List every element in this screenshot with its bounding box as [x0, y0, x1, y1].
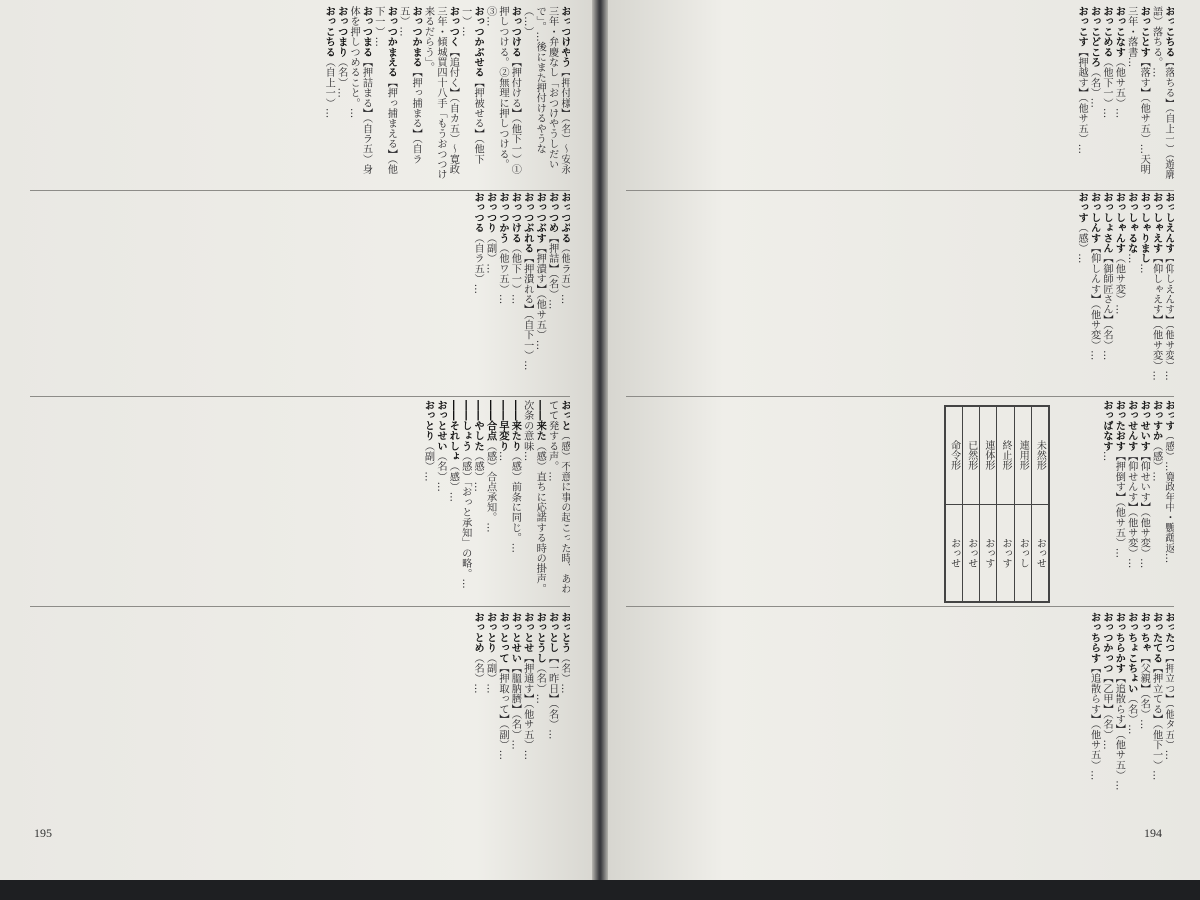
- entry-headword: おっちらかす: [1113, 612, 1125, 674]
- entry-headword: ――早変り: [496, 400, 508, 451]
- entry-headword: おっせんす: [1125, 400, 1137, 451]
- text-column: [626, 612, 1174, 812]
- entry-headword: おっす: [1163, 400, 1174, 431]
- entry-headword: おっしゃるな: [1125, 192, 1137, 254]
- text-column: [626, 192, 1174, 390]
- entry-definition: 【押っ捕まえる】（他下一）…: [372, 6, 397, 175]
- entry-definition: 【追散らす】（他サ五）…: [1113, 673, 1125, 791]
- entry-definition: 【仰しゃえす】（他サ変）…: [1150, 253, 1162, 381]
- entry-definition: （名）…: [1125, 693, 1137, 735]
- entry-band: [626, 400, 1174, 600]
- entry-headword: おっとう: [559, 612, 570, 653]
- entry-headword: おっとし: [546, 612, 558, 653]
- dictionary-entry: [1089, 612, 1100, 780]
- conjugation-header: 連体形: [980, 407, 997, 505]
- entry-definition: 【落す】（他サ五）…天明三年・落書…: [1125, 6, 1150, 175]
- entry-headword: おっとせい: [434, 400, 446, 451]
- entry-definition: 【押付様】（名）〜安永三年・弁慶なし「おつけやうしだいで」。…後にまた押付けるやうな（…）: [521, 6, 570, 175]
- dictionary-entry: [423, 400, 434, 482]
- entry-headword: おっつる: [472, 192, 484, 233]
- dictionary-entry: [522, 400, 545, 594]
- entry-definition: …: [496, 450, 508, 462]
- dictionary-entry: [1126, 400, 1137, 568]
- band-divider: [626, 190, 1174, 191]
- text-column: [30, 400, 570, 600]
- dictionary-entry: [497, 192, 508, 304]
- band-divider: [626, 396, 1174, 397]
- entry-definition: 【落ちる】（自上一）（遊廓語）落ちる。…: [1150, 6, 1174, 180]
- entry-headword: おっとり: [484, 612, 496, 653]
- entry-headword: ――それしょ: [447, 400, 459, 462]
- entry-headword: おっちょこちょい: [1125, 612, 1137, 694]
- entry-headword: おったおす: [1113, 400, 1125, 451]
- entry-band: [30, 400, 570, 600]
- dictionary-entry: [348, 6, 371, 174]
- entry-definition: （感）…寛政年中・鸚鵡返…: [1163, 430, 1174, 564]
- page-number-left: 195: [34, 826, 52, 840]
- dictionary-entry: [1089, 6, 1100, 108]
- entry-definition: 【父親】（名）…: [1138, 652, 1150, 730]
- entry-headword: おっつかう: [496, 192, 508, 243]
- entry-definition: （感）…: [1076, 222, 1088, 264]
- dictionary-entry: [1138, 400, 1149, 568]
- entry-definition: （副）…: [484, 232, 496, 274]
- conjugation-value: おっせ: [1031, 504, 1048, 602]
- entry-definition: （感）「おっと承知」の略。…: [459, 450, 471, 589]
- entry-headword: おっとせ: [521, 612, 533, 653]
- entry-definition: （自上一）…: [323, 57, 335, 119]
- entry-headword: おっしんす: [1088, 192, 1100, 243]
- entry-headword: おったつ: [1163, 612, 1174, 653]
- conjugation-value: おっせ: [963, 504, 980, 602]
- dictionary-entry: [423, 6, 459, 179]
- entry-definition: 【膃肭臍】（名）…: [509, 663, 521, 750]
- dictionary-entry: [472, 400, 483, 492]
- dictionary-entry: [373, 6, 396, 174]
- dictionary-entry: [559, 612, 570, 694]
- entry-definition: （名）…: [559, 652, 570, 694]
- entry-definition: …: [1100, 451, 1112, 462]
- entry-headword: おっつかまえる: [385, 6, 397, 78]
- conjugation-value: おっす: [997, 504, 1014, 602]
- entry-headword: おっしょさん: [1100, 192, 1112, 254]
- entry-headword: おっつける: [509, 192, 521, 243]
- dictionary-entry: [460, 6, 483, 164]
- dictionary-entry: [547, 400, 570, 594]
- text-column: [626, 6, 1174, 184]
- dictionary-entry: [509, 192, 520, 304]
- dictionary-entry: [1151, 192, 1162, 381]
- entry-definition: （自ラ五）…: [472, 232, 484, 294]
- conjugation-header: 命令形: [946, 407, 963, 505]
- entry-headword: おっつまり: [335, 6, 347, 57]
- dictionary-entry: [1101, 6, 1112, 118]
- dictionary-entry: [1101, 612, 1112, 750]
- right-page: [604, 0, 1200, 880]
- dictionary-entry: [1163, 612, 1174, 760]
- dictionary-entry: [485, 612, 496, 694]
- entry-definition: 【押倒す】（他サ五）…: [1113, 451, 1125, 559]
- dictionary-entry: [1113, 192, 1124, 314]
- dictionary-entry: [497, 400, 508, 461]
- dictionary-entry: [1163, 192, 1174, 381]
- text-column: [30, 612, 570, 812]
- entry-definition: （名）…: [335, 57, 347, 98]
- entry-definition: 【押っ捕まる】（自ラ五）…: [397, 6, 422, 165]
- entry-headword: おっちゃ: [1138, 612, 1150, 653]
- text-column: [626, 400, 1174, 600]
- conjugation-value: おっす: [980, 504, 997, 602]
- entry-headword: おっとせい: [509, 612, 521, 663]
- entry-definition: （他サ変）…: [1113, 253, 1125, 315]
- entry-definition: …: [1138, 263, 1150, 274]
- dictionary-entry: [485, 400, 496, 533]
- entry-headword: ――やした: [472, 400, 484, 451]
- entry-definition: 【押詰】（名）…: [546, 232, 558, 310]
- conjugation-table: [944, 405, 1050, 603]
- entry-definition: （名）…: [472, 652, 484, 694]
- entry-definition: （感）合点承知。…: [484, 440, 496, 533]
- dictionary-entry: [323, 6, 334, 118]
- entry-headword: おっこめる: [1100, 6, 1112, 57]
- entry-headword: おっつぶす: [534, 192, 546, 243]
- entry-definition: 【追散らす】（他サ五）…: [1088, 663, 1100, 781]
- entry-headword: おっこどころ: [1088, 6, 1100, 68]
- dictionary-entry: [1089, 192, 1100, 360]
- entry-band: [626, 612, 1174, 812]
- entry-definition: （副）…: [484, 652, 496, 694]
- entry-headword: おっつぶれる: [521, 192, 533, 254]
- dictionary-entry: [547, 612, 558, 740]
- conjugation-value: おっし: [1014, 504, 1031, 602]
- page-number-right: 194: [1144, 826, 1162, 840]
- entry-definition: （感）前条に同じ。…: [509, 450, 521, 553]
- entry-headword: おっちらす: [1088, 612, 1100, 663]
- entry-headword: おっつける: [509, 6, 521, 57]
- text-column: [30, 192, 570, 390]
- dictionary-entry: [398, 6, 421, 164]
- entry-definition: （感）不意に事の起こった時、あわてて発する声。…: [546, 400, 570, 594]
- dictionary-entry: [1138, 612, 1149, 729]
- entry-band: [30, 612, 570, 812]
- conjugation-header: 已然形: [963, 407, 980, 505]
- entry-headword: おっしゃりまし: [1138, 192, 1150, 264]
- band-divider: [30, 190, 570, 191]
- entry-headword: おっとって: [496, 612, 508, 663]
- entry-definition: 【押立つ】（他タ五）…: [1163, 652, 1174, 760]
- entry-definition: 【仰しえんす】（他サ変）…: [1163, 253, 1174, 381]
- entry-definition: 【一昨日】（名）…: [546, 652, 558, 740]
- entry-band: [626, 192, 1174, 390]
- band-divider: [30, 396, 570, 397]
- entry-headword: おっこす: [1076, 6, 1088, 47]
- entry-definition: （感）…: [1150, 440, 1162, 482]
- dictionary-entry: [472, 192, 483, 294]
- dictionary-entry: [522, 612, 533, 760]
- dictionary-entry: [485, 6, 521, 174]
- entry-definition: 【仰せいす】（他サ変）…: [1138, 451, 1150, 569]
- dictionary-entry: [547, 192, 558, 309]
- entry-headword: おっしえんす: [1163, 192, 1174, 254]
- dictionary-entry: [534, 612, 545, 704]
- entry-definition: （名）…: [534, 663, 546, 704]
- entry-definition: 【御師匠さん】（名）…: [1100, 253, 1112, 361]
- entry-definition: （名）…: [434, 451, 446, 492]
- dictionary-entry: [1126, 192, 1137, 263]
- entry-definition: 【追付く】（自カ五）〜寛政三年・傾城買四十八手「もうおつつけ来るだらう」。: [422, 6, 459, 180]
- entry-headword: おっとうし: [534, 612, 546, 663]
- dictionary-entry: [1101, 192, 1112, 360]
- band-divider: [30, 606, 570, 607]
- entry-band: [626, 6, 1174, 184]
- entry-band: [30, 192, 570, 390]
- entry-headword: おっつく: [447, 6, 459, 47]
- entry-headword: おっつり: [484, 192, 496, 233]
- dictionary-entry: [522, 6, 570, 174]
- left-page: [0, 0, 596, 880]
- entry-definition: 【押立てる】（他下一）…: [1150, 663, 1162, 781]
- dictionary-entry: [472, 612, 483, 694]
- entry-headword: おっつめ: [546, 192, 558, 233]
- dictionary-entry: [559, 192, 570, 304]
- dictionary-entry: [1163, 400, 1174, 563]
- entry-definition: （他ワ五）…: [496, 243, 508, 305]
- entry-definition: （感）直ちに応諾する時の掛声。次条の意味…: [521, 400, 546, 594]
- entry-headword: おっせいす: [1138, 400, 1150, 451]
- entry-headword: おっこなす: [1113, 6, 1125, 57]
- dictionary-entry: [1113, 400, 1124, 558]
- dictionary-entry: [1113, 612, 1124, 791]
- dictionary-entry: [522, 192, 533, 371]
- dictionary-entry: [447, 400, 458, 502]
- entry-definition: （他下一）…: [509, 243, 521, 305]
- dictionary-entry: [509, 400, 520, 553]
- entry-headword: おっつかっつ: [1100, 612, 1112, 674]
- band-divider: [626, 606, 1174, 607]
- book-gutter: [592, 0, 608, 900]
- entry-definition: （感）…: [447, 461, 459, 502]
- entry-headword: おっつかまる: [410, 6, 422, 68]
- entry-definition: （名）…: [1088, 67, 1100, 108]
- dictionary-entry: [1138, 192, 1149, 274]
- entry-definition: （他サ五）…: [1113, 57, 1125, 119]
- dictionary-entry: [1126, 612, 1137, 734]
- entry-headword: おっす: [1076, 192, 1088, 223]
- entry-definition: （副）…: [422, 440, 434, 482]
- dictionary-entry: [1151, 6, 1174, 179]
- entry-headword: おっつかぶせる: [472, 6, 484, 78]
- entry-headword: おっことす: [1138, 6, 1150, 57]
- entry-definition: 【押潰す】（他サ五）…: [534, 243, 546, 351]
- dictionary-entry: [1151, 400, 1162, 482]
- entry-definition: （感）…: [472, 450, 484, 492]
- text-column: [30, 6, 570, 184]
- entry-definition: 【押潰れる】（自下一）…: [521, 253, 533, 371]
- dictionary-entry: [1101, 400, 1112, 461]
- dictionary-entry: [1113, 6, 1124, 118]
- entry-definition: 【乙甲】（名）…: [1100, 673, 1112, 750]
- entry-headword: おっしゃんす: [1113, 192, 1125, 254]
- entry-headword: おっこちる: [323, 6, 335, 57]
- entry-definition: …: [1125, 253, 1137, 264]
- entry-definition: （他ラ五）…: [559, 243, 570, 305]
- entry-headword: おっつぶる: [559, 192, 570, 243]
- entry-headword: おっつけやう: [559, 6, 570, 68]
- dictionary-entry: [485, 192, 496, 274]
- entry-headword: ――しょう: [459, 400, 471, 451]
- dictionary-entry: [1151, 612, 1162, 780]
- entry-definition: 【仰しんす】（他サ変）…: [1088, 243, 1100, 361]
- entry-definition: 【押付ける】（他下一）①押しつける。②無理に押しつける。③…: [484, 6, 521, 175]
- entry-headword: おったてる: [1150, 612, 1162, 663]
- entry-definition: 【押通す】（他サ五）…: [521, 652, 533, 760]
- entry-definition: （他下一）…: [1100, 57, 1112, 119]
- entry-definition: 【押越す】（他サ五）…: [1076, 46, 1088, 154]
- entry-headword: おっとり: [422, 400, 434, 441]
- entry-headword: ――合点: [484, 400, 496, 441]
- entry-definition: 【押被せる】（他下一）…: [459, 6, 484, 165]
- entry-headword: おっぱなす: [1100, 400, 1112, 451]
- dictionary-entry: [1126, 6, 1149, 174]
- dictionary-entry: [336, 6, 347, 98]
- conjugation-header: 終止形: [997, 407, 1014, 505]
- entry-definition: 【押取って】（副）…: [496, 663, 508, 760]
- table-surface: [0, 880, 1200, 900]
- entry-headword: おっこちる: [1163, 6, 1174, 57]
- conjugation-header: 連用形: [1014, 407, 1031, 505]
- entry-headword: おっと: [559, 400, 570, 431]
- dictionary-entry: [534, 192, 545, 350]
- entry-definition: 【押詰まる】（自ラ五）身体を押しつめること。…: [348, 6, 372, 175]
- conjugation-header: 未然形: [1031, 407, 1048, 505]
- entry-headword: おっつまる: [360, 6, 372, 57]
- entry-headword: おっとめ: [472, 612, 484, 653]
- entry-headword: おっしゃえす: [1150, 192, 1162, 254]
- dictionary-entry: [435, 400, 446, 492]
- conjugation-value: おっせ: [946, 504, 963, 602]
- dictionary-entry: [509, 612, 520, 750]
- dictionary-entry: [497, 612, 508, 760]
- entry-headword: ――来た: [534, 400, 546, 441]
- entry-headword: ――来たり: [509, 400, 521, 451]
- dictionary-entry: [460, 400, 471, 589]
- entry-band: [30, 6, 570, 184]
- dictionary-entry: [1076, 192, 1087, 263]
- entry-headword: おっすか: [1150, 400, 1162, 441]
- entry-definition: 【仰せんす】（他サ変）…: [1125, 451, 1137, 569]
- dictionary-entry: [1076, 6, 1087, 154]
